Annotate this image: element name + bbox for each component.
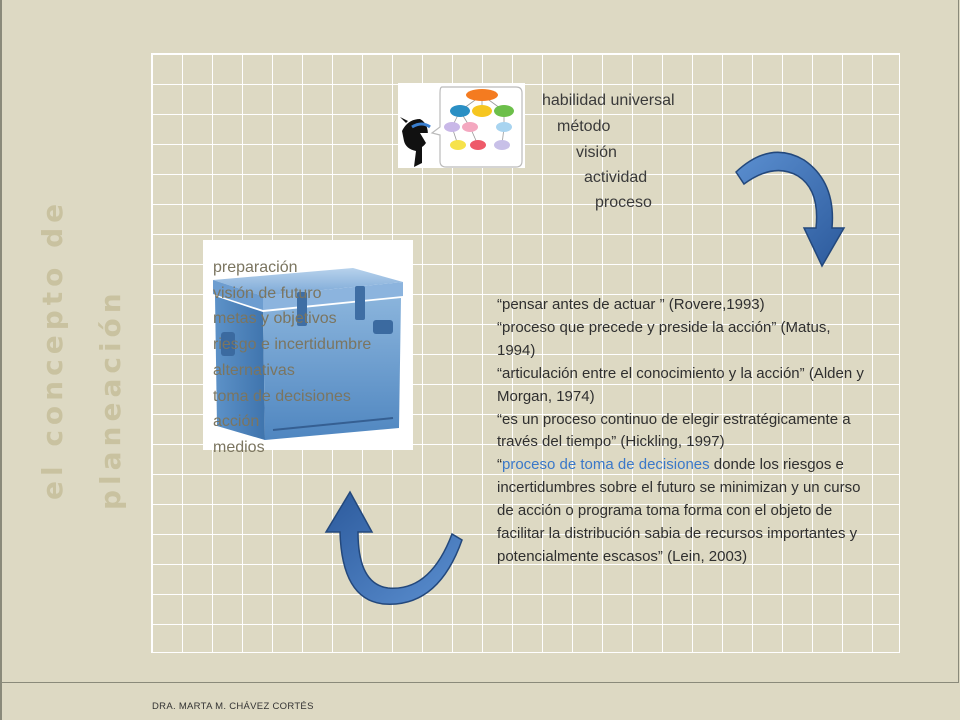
keywords-left-list — [213, 255, 413, 455]
title-line-2: planeación — [94, 288, 127, 510]
keyword-item: actividad — [584, 169, 648, 186]
keyword-item: habilidad universal — [542, 92, 675, 109]
keyword-item: medios — [213, 438, 265, 456]
thinking-person-icon — [400, 117, 430, 167]
title-line-1: el concepto de — [36, 198, 69, 500]
keyword-item: alternativas — [213, 361, 295, 379]
keyword-item: proceso — [595, 194, 652, 211]
keyword-item: riesgo e incertidumbre — [213, 336, 372, 354]
curved-arrow-icon — [320, 488, 470, 610]
quote-highlight: proceso de toma de decisiones — [502, 456, 710, 474]
quote-item — [497, 454, 869, 569]
footer-author: DRA. MARTA M. CHÁVEZ CORTÉS — [152, 701, 314, 712]
keyword-item: metas y objetivos — [213, 310, 337, 328]
curved-arrow-icon — [730, 148, 850, 270]
quote-item: “pensar antes de actuar ” (Rovere,1993) — [497, 296, 765, 313]
quote-item: “proceso que precede y preside la acción” (Matus, 1994) — [497, 318, 831, 359]
keyword-item: toma de decisiones — [213, 387, 351, 405]
quote-open-mark: “ — [497, 456, 502, 474]
quote-item: “articulación entre el conocimiento y la acción” (Alden y Morgan, 1974) — [497, 364, 864, 405]
slide-title — [36, 198, 127, 510]
quote-item: “es un proceso continuo de elegir estratégicamente a través del tiempo” (Hickling, 1997) — [497, 410, 851, 451]
keyword-item: preparación — [213, 259, 298, 276]
slide-left-border — [0, 0, 2, 720]
keyword-item: método — [557, 118, 611, 135]
quote-text: donde los riesgos e incertidumbres sobre el futuro se minimizan y un curso de acción o programa toma forma con el objeto de facilitar la distribución sabia de recursos importantes y potencialmente escasos” (Lein, 2003) — [497, 456, 861, 565]
keyword-item: acción — [213, 413, 260, 431]
definitions-quotes — [497, 294, 869, 614]
thinking-person-illustration — [398, 83, 525, 168]
keyword-item: visión — [576, 144, 617, 161]
keyword-item: visión de futuro — [213, 284, 322, 302]
organization-chart-icon — [398, 83, 525, 168]
keywords-top-list — [525, 88, 745, 218]
